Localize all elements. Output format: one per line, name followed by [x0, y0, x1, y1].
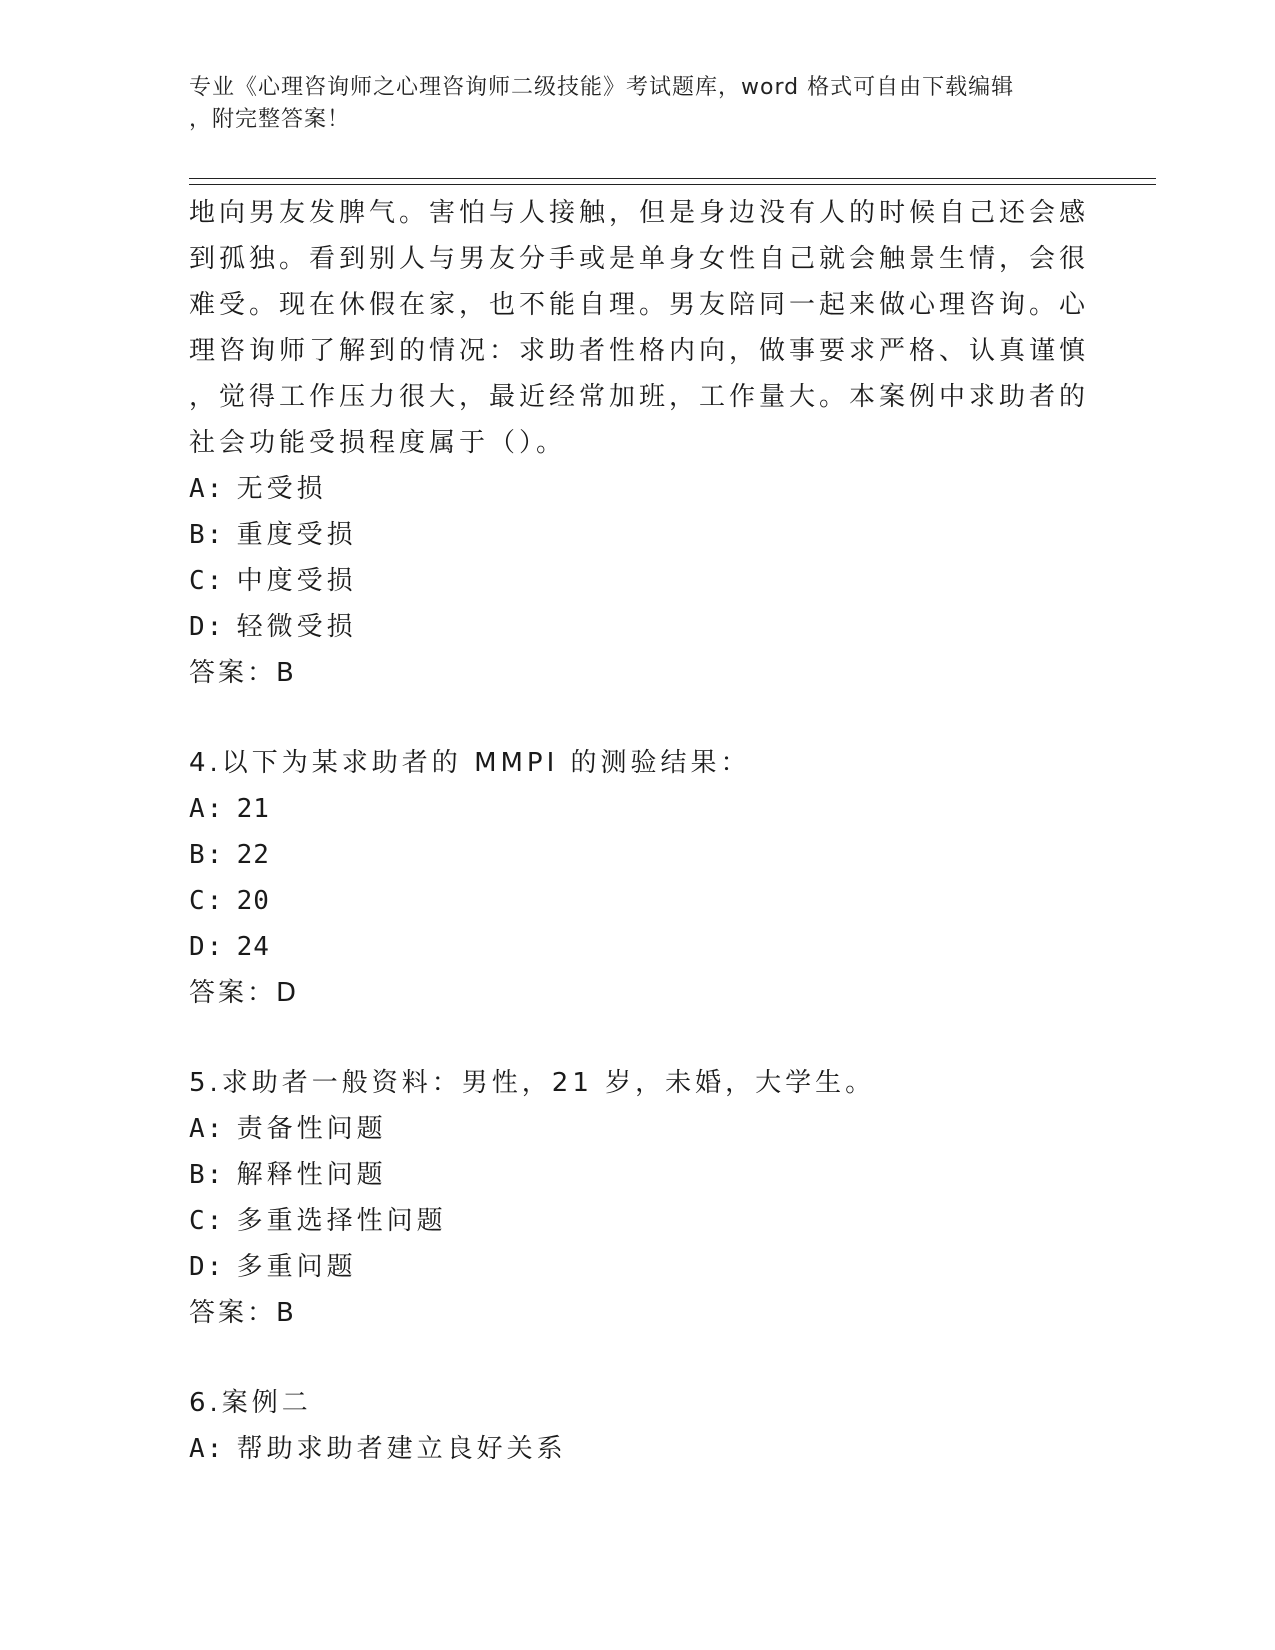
header-divider-top [189, 178, 1156, 179]
option-label: C: [189, 566, 225, 596]
option-label: D: [189, 612, 225, 642]
option-text: 责备性问题 [236, 1114, 387, 1144]
question-content [189, 190, 1089, 1472]
question-5-option-d [189, 1244, 1089, 1290]
question-3-option-c [189, 558, 1089, 604]
question-3-stem-line: ，觉得工作压力很大，最近经常加班，工作量大。本案例中求助者的 [189, 382, 1090, 412]
option-label: A: [189, 794, 225, 824]
option-text: 解释性问题 [236, 1160, 387, 1190]
option-label: D: [189, 932, 225, 962]
header-divider-bottom [189, 184, 1156, 185]
question-6 [189, 1380, 1089, 1472]
option-text: 重度受损 [236, 520, 357, 550]
option-label: D: [189, 1252, 225, 1282]
question-3-stem-line: 到孤独。看到别人与男友分手或是单身女性自己就会触景生情，会很 [189, 244, 1090, 274]
option-text: 无受损 [236, 474, 327, 504]
question-3-stem-line: 社会功能受损程度属于（）。 [189, 428, 567, 458]
question-4-stem: 4.以下为某求助者的 MMPI 的测验结果： [189, 748, 751, 778]
question-4 [189, 740, 1089, 1016]
option-label: B: [189, 520, 225, 550]
question-3-answer: 答案：B [189, 658, 297, 688]
header-line-1: 专业《心理咨询师之心理咨询师二级技能》考试题库，word 格式可自由下载编辑 [189, 75, 1015, 100]
question-3-option-a [189, 466, 1089, 512]
question-6-stem: 6.案例二 [189, 1388, 312, 1418]
question-5-answer: 答案：B [189, 1298, 297, 1328]
question-3-stem-line: 理咨询师了解到的情况：求助者性格内向，做事要求严格、认真谨慎 [189, 336, 1090, 366]
question-5-option-b [189, 1152, 1089, 1198]
header-line-2: ，附完整答案！ [189, 107, 351, 132]
question-5-option-a [189, 1106, 1089, 1152]
option-text: 多重选择性问题 [236, 1206, 447, 1236]
question-5 [189, 1060, 1089, 1336]
question-5-stem: 5.求助者一般资料：男性，21 岁，未婚，大学生。 [189, 1068, 876, 1098]
spacer [189, 1336, 1089, 1380]
option-label: C: [189, 1206, 225, 1236]
option-label: B: [189, 1160, 225, 1190]
option-text: 24 [236, 932, 270, 962]
option-text: 多重问题 [236, 1252, 357, 1282]
option-label: C: [189, 886, 225, 916]
spacer [189, 696, 1089, 740]
question-3-stem-line: 地向男友发脾气。害怕与人接触，但是身边没有人的时候自己还会感 [189, 198, 1090, 228]
option-text: 21 [236, 794, 270, 824]
option-text: 轻微受损 [236, 612, 357, 642]
option-text: 中度受损 [236, 566, 357, 596]
question-3-option-b [189, 512, 1089, 558]
question-4-option-d [189, 924, 1089, 970]
question-4-option-b [189, 832, 1089, 878]
question-3-stem-line: 难受。现在休假在家，也不能自理。男友陪同一起来做心理咨询。心 [189, 290, 1090, 320]
question-5-option-c [189, 1198, 1089, 1244]
question-6-option-a [189, 1426, 1089, 1472]
option-label: A: [189, 1114, 225, 1144]
question-4-option-c [189, 878, 1089, 924]
question-4-answer: 答案：D [189, 978, 300, 1008]
option-text: 20 [236, 886, 270, 916]
option-label: A: [189, 1434, 225, 1464]
question-4-option-a [189, 786, 1089, 832]
question-3-option-d [189, 604, 1089, 650]
option-label: A: [189, 474, 225, 504]
question-3 [189, 190, 1089, 696]
option-text: 22 [236, 840, 270, 870]
option-text: 帮助求助者建立良好关系 [236, 1434, 567, 1464]
document-header [189, 72, 1069, 136]
option-label: B: [189, 840, 225, 870]
spacer [189, 1016, 1089, 1060]
